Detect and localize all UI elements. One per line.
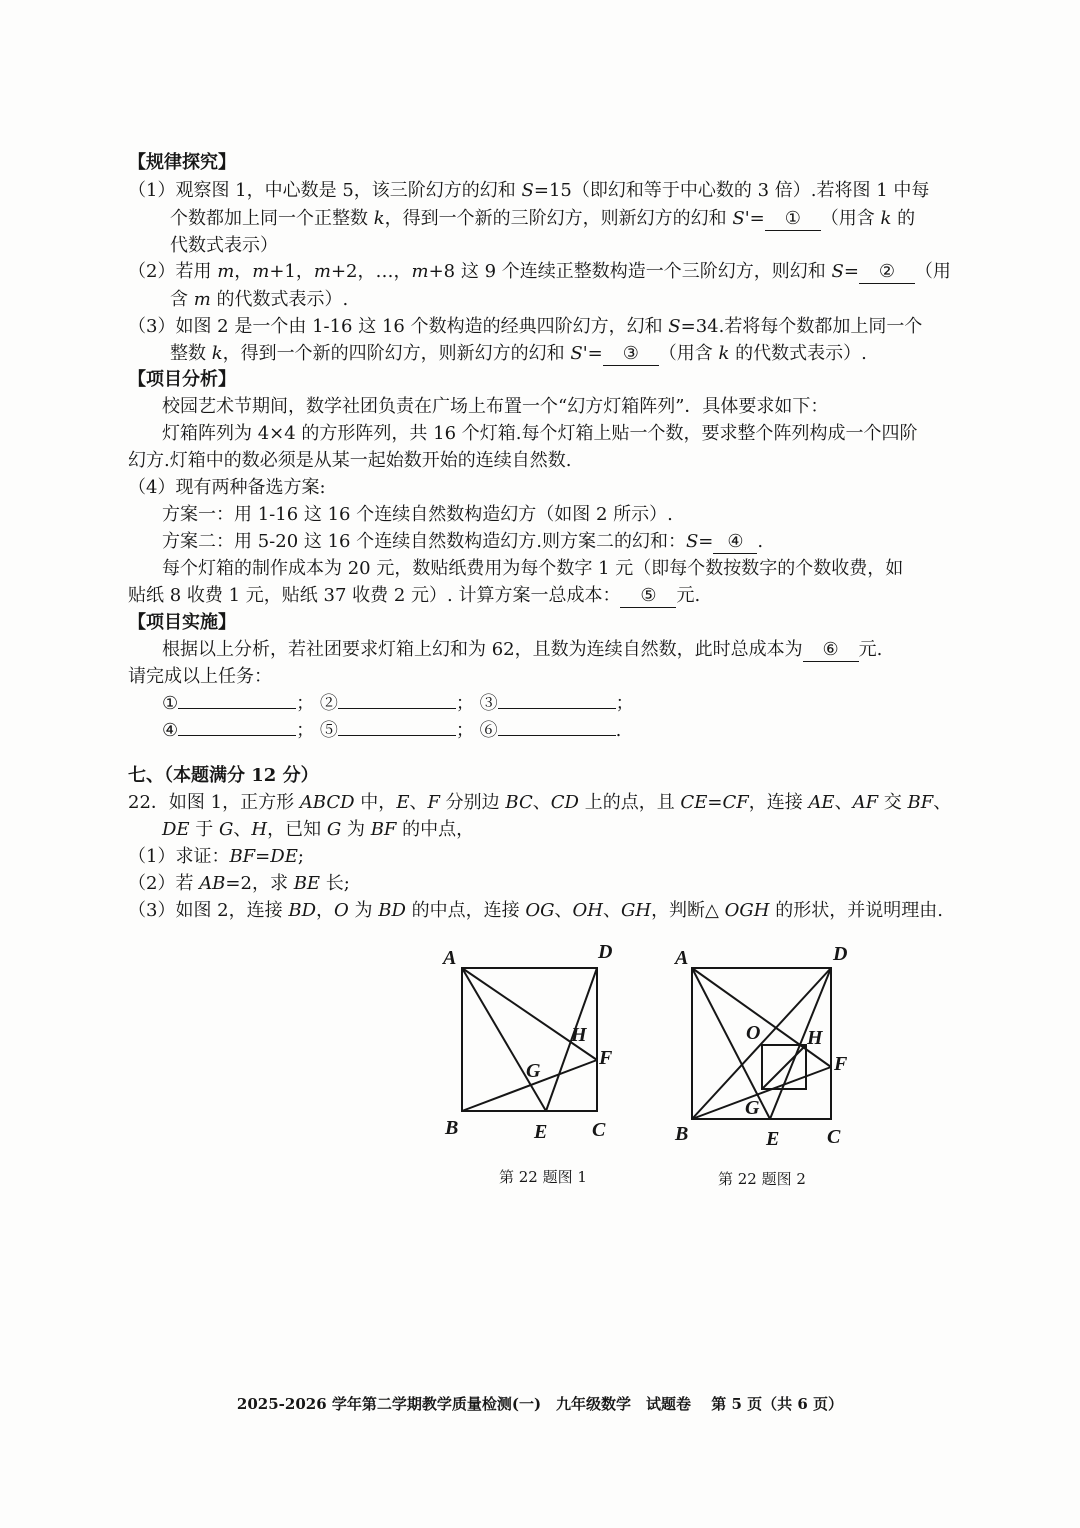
answer-row-2: ④ ； ⑤ ； ⑥ . — [162, 720, 622, 741]
fig1-label-f: F — [599, 1047, 613, 1069]
q22-line1: 22．如图 1，正方形 ABCD 中，E、F 分别边 BC、CD 上的点，且 CE=CF，连接 AE、AF 交 BF、 — [128, 792, 952, 813]
plan-one: 方案一：用 1-16 这 16 个连续自然数构造幻方（如图 2 所示）. — [162, 504, 673, 525]
q22-part1: （1）求证：BF=DE; — [128, 846, 304, 867]
section-title-pattern: 【规律探究】 — [128, 152, 236, 173]
part3-line2: 整数 k，得到一个新的四阶幻方，则新幻方的幻和 S'= ③ （用含 k 的代数式表示）. — [170, 343, 867, 364]
blank-3[interactable]: ③ — [603, 343, 659, 366]
cost-line2: 贴纸 8 收费 1 元，贴纸 37 收费 2 元）. 计算方案一总成本： ⑤ 元. — [128, 585, 701, 606]
implementation-line2: 请完成以上任务： — [128, 666, 272, 687]
part1-line2: 个数都加上同一个正整数 k，得到一个新的三阶幻方，则新幻方的幻和 S'= ① （用含 k 的 — [170, 208, 916, 229]
part3-line1: （3）如图 2 是一个由 1-16 这 16 个数构造的经典四阶幻方，幻和 S=34.若将每个数都加上同一个 — [128, 316, 923, 337]
figure-caption-1: 第 22 题图 1 — [499, 1168, 587, 1186]
analysis-line1: 校园艺术节期间，数学社团负责在广场上布置一个“幻方灯箱阵列”．具体要求如下： — [162, 396, 829, 417]
fig1-label-a: A — [443, 947, 457, 969]
q22-part3: （3）如图 2，连接 BD，O 为 BD 的中点，连接 OG、OH、GH，判断△ OGH 的形状，并说明理由. — [128, 900, 943, 921]
blank-2[interactable]: ② — [859, 261, 915, 284]
part2-line1: （2）若用 m，m+1，m+2，…，m+8 这 9 个连续正整数构造一个三阶幻方，则幻和 S= ② （用 — [128, 261, 951, 282]
fig2-label-a: A — [675, 947, 689, 969]
part1-line1: （1）观察图 1，中心数是 5，该三阶幻方的幻和 S=15（即幻和等于中心数的 3 倍）.若将图 1 中每 — [128, 180, 930, 201]
fig2-label-c: C — [827, 1126, 841, 1148]
part4-intro: （4）现有两种备选方案: — [128, 477, 326, 498]
plan-two: 方案二：用 5-20 这 16 个连续自然数构造幻方.则方案二的幻和：S= ④ . — [162, 531, 764, 552]
fig1-segment-af — [462, 968, 597, 1060]
analysis-line3: 幻方.灯箱中的数必须是从某一起始数开始的连续自然数. — [128, 450, 572, 471]
implementation-line1: 根据以上分析，若社团要求灯箱上幻和为 62，且数为连续自然数，此时总成本为 ⑥ 元. — [162, 639, 883, 660]
answer-row-1: ① ； ② ； ③ ； — [162, 693, 634, 714]
cost-line1: 每个灯箱的制作成本为 20 元，数贴纸费用为每个数字 1 元（即每个数按数字的个数收费，如 — [162, 558, 904, 579]
part1-line3: 代数式表示） — [170, 235, 278, 256]
fig2-label-h: H — [807, 1027, 823, 1049]
fig2-label-o: O — [746, 1022, 761, 1044]
fig2-label-b: B — [675, 1123, 689, 1145]
part2-line2: 含 m 的代数式表示）. — [170, 289, 349, 310]
section-title-implementation: 【项目实施】 — [128, 612, 236, 633]
fig1-label-c: C — [592, 1119, 606, 1141]
fig2-label-g: G — [745, 1097, 760, 1119]
analysis-line2: 灯箱阵列为 4×4 的方形阵列，共 16 个灯箱.每个灯箱上贴一个数，要求整个阵列构成一个四阶 — [162, 423, 918, 444]
fig2-label-e: E — [766, 1128, 780, 1150]
fig1-segment-ae — [462, 968, 546, 1111]
fig2-label-f: F — [834, 1053, 848, 1075]
q22-line2: DE 于 G、H，已知 G 为 BF 的中点， — [162, 819, 475, 840]
q22-part2: （2）若 AB=2，求 BE 长; — [128, 873, 350, 894]
fig1-label-e: E — [534, 1121, 548, 1143]
fig1-label-b: B — [445, 1117, 459, 1139]
fig1-label-h: H — [571, 1024, 587, 1046]
blank-1[interactable]: ① — [765, 208, 821, 231]
blank-6[interactable]: ⑥ — [803, 639, 859, 662]
fig1-label-g: G — [526, 1060, 541, 1082]
question-heading: 七、（本题满分 12 分） — [128, 765, 319, 786]
figure-caption-2: 第 22 题图 2 — [718, 1170, 806, 1188]
fig1-label-d: D — [598, 941, 613, 963]
blank-5[interactable]: ⑤ — [620, 585, 676, 608]
page-footer: 2025-2026 学年第二学期教学质量检测(一) 九年级数学 试题卷 第 5 页（共 6 页） — [236, 1395, 844, 1413]
section-title-analysis: 【项目分析】 — [128, 369, 236, 390]
blank-4[interactable]: ④ — [713, 531, 757, 554]
fig2-label-d: D — [833, 943, 848, 965]
